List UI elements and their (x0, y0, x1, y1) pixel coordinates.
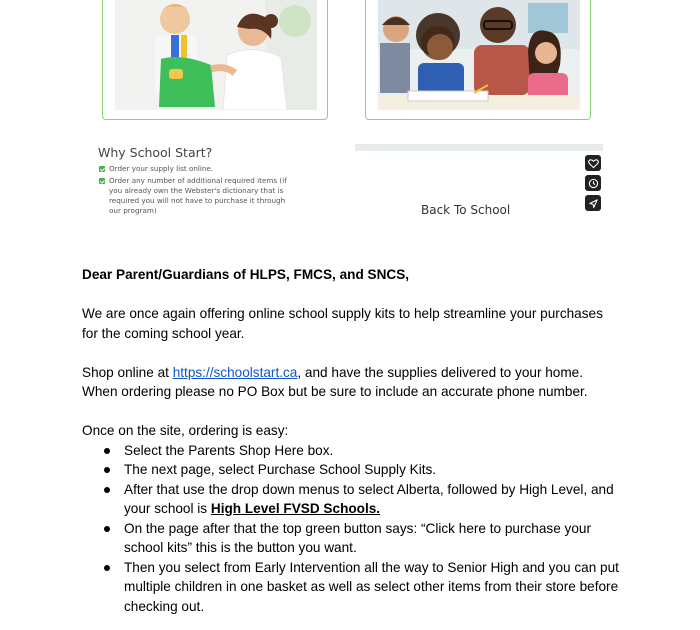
why-list (98, 164, 298, 216)
steps-list (82, 441, 622, 617)
schoolstart-link[interactable]: https://schoolstart.ca (172, 364, 298, 380)
video-title: Back To School (421, 203, 511, 217)
bullet-icon (104, 526, 110, 532)
why-school-start-panel (98, 145, 298, 220)
photo-card-left (102, 0, 328, 120)
why-item: Order any number of additional required items (if you already own the Webster's dictionary that is required you will not have to purchase it through our program) (98, 176, 298, 216)
photo-card-right (365, 0, 591, 120)
why-heading: Why School Start? (98, 145, 213, 160)
letter-greeting: Dear Parent/Guardians of HLPS, FMCS, and SNCS, (82, 267, 410, 282)
school-name: High Level FVSD Schools. (210, 501, 381, 516)
photo-teacher-with-kids (378, 0, 580, 110)
photo-boy-with-backpack (115, 0, 317, 110)
letter-body (82, 265, 622, 616)
list-item: The next page, select Purchase School Supply Kits. (82, 460, 622, 480)
bullet-icon (104, 448, 110, 454)
list-item: On the page after that the top green button says: “Click here to purchase your school kits” this is the button you want. (82, 519, 622, 558)
list-item: After that use the drop down menus to select Alberta, followed by High Level, and your school is High Level FVSD Schools. (82, 480, 622, 519)
letter-shop-paragraph: Shop online at https://schoolstart.ca, and have the supplies delivered to your home. When ordering please no PO Box but be sure to include an accurate phone number. (82, 364, 588, 399)
bullet-icon (104, 565, 110, 571)
video-top-bar (355, 144, 603, 151)
list-item: Select the Parents Shop Here box. (82, 441, 622, 461)
list-item: Then you select from Early Intervention all the way to Senior High and you can put multiple children in one basket as well as select other items from their store before checking out. (82, 558, 622, 617)
check-icon (99, 178, 105, 184)
why-item: Order your supply list online. (98, 164, 298, 174)
bullet-icon (104, 467, 110, 473)
bullet-icon (104, 487, 110, 493)
letter-steps-intro: Once on the site, ordering is easy: (82, 423, 289, 438)
heart-icon[interactable] (585, 155, 601, 171)
letter-intro: We are once again offering online school supply kits to help streamline your purchases for the coming school year. (82, 306, 603, 341)
clock-icon[interactable] (585, 175, 601, 191)
check-icon (99, 166, 105, 172)
back-to-school-video[interactable] (355, 144, 603, 220)
share-icon[interactable] (585, 195, 601, 211)
